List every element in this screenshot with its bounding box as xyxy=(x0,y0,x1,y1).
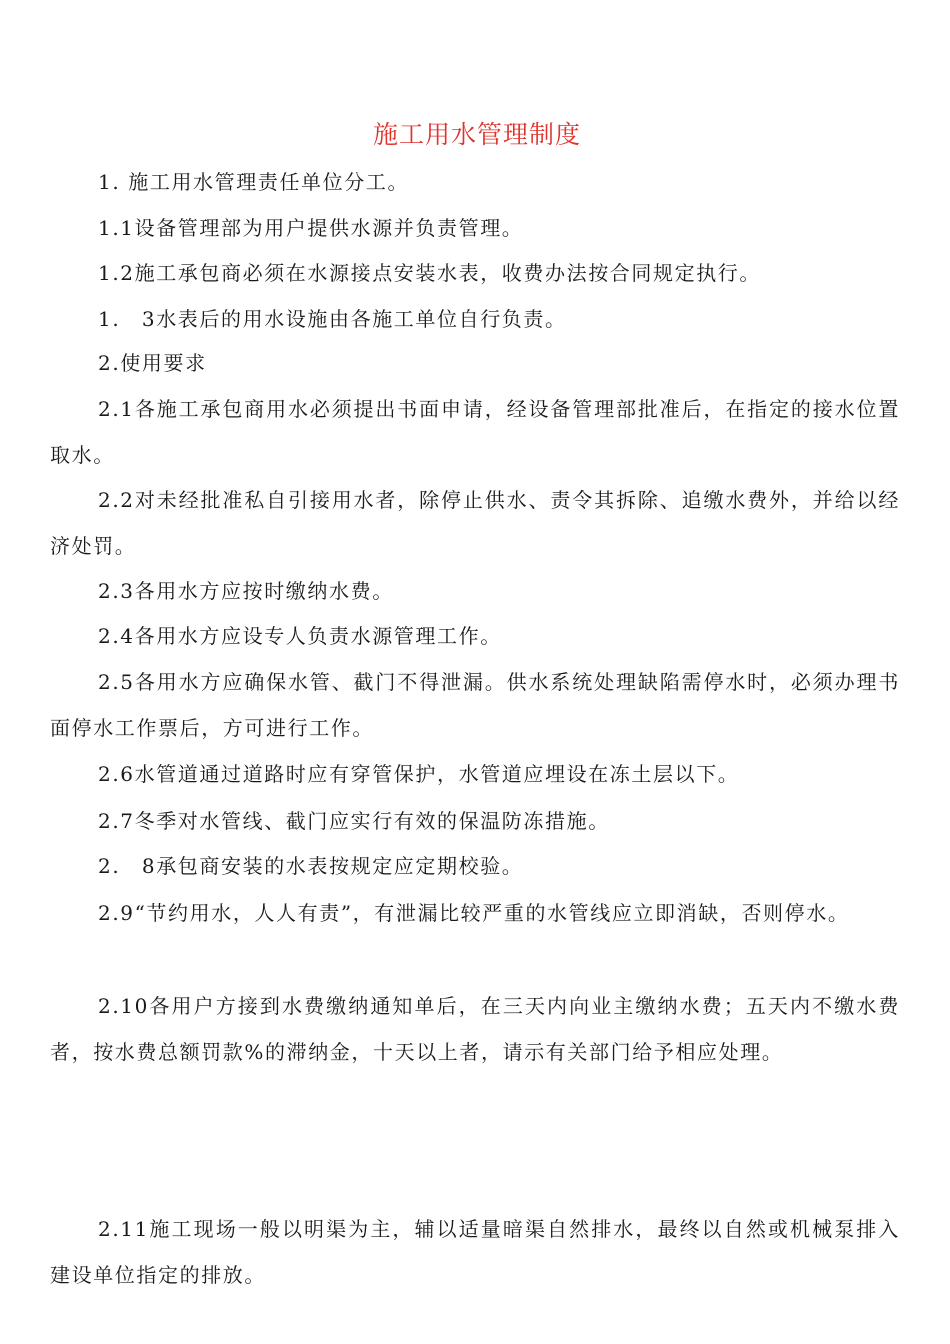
paragraph-2-2: 2.2对未经批准私自引接用水者，除停止供水、责令其拆除、追缴水费外，并给以经济处罚。 xyxy=(50,488,900,558)
paragraph-1-1: 1.1设备管理部为用户提供水源并负责管理。 xyxy=(98,216,524,240)
paragraph-2-6: 2.6水管道通过道路时应有穿管保护，水管道应埋设在冻土层以下。 xyxy=(98,762,740,786)
paragraph-2-3: 2.3各用水方应按时缴纳水费。 xyxy=(98,579,394,603)
paragraph-2-4: 2.4各用水方应设专人负责水源管理工作。 xyxy=(98,624,502,648)
paragraph-2-11: 2.11施工现场一般以明渠为主，辅以适量暗渠自然排水，最终以自然或机械泵排入建设单位指定的排放。 xyxy=(50,1217,900,1287)
paragraph-1: 1. 施工用水管理责任单位分工。 xyxy=(98,170,410,194)
paragraph-2: 2.使用要求 xyxy=(98,351,207,375)
paragraph-1-3: 1. 3水表后的用水设施由各施工单位自行负责。 xyxy=(98,307,567,331)
paragraph-2-8: 2. 8承包商安装的水表按规定应定期校验。 xyxy=(98,854,524,878)
paragraph-2-5: 2.5各用水方应确保水管、截门不得泄漏。供水系统处理缺陷需停水时，必须办理书面停水工作票后，方可进行工作。 xyxy=(50,670,900,740)
paragraph-2-9: 2.9“节约用水，人人有责”，有泄漏比较严重的水管线应立即消缺，否则停水。 xyxy=(98,901,850,925)
paragraph-1-2: 1.2施工承包商必须在水源接点安装水表，收费办法按合同规定执行。 xyxy=(98,261,762,285)
paragraph-2-1: 2.1各施工承包商用水必须提出书面申请，经设备管理部批准后，在指定的接水位置取水。 xyxy=(50,397,900,467)
paragraph-2-7: 2.7冬季对水管线、截门应实行有效的保温防冻措施。 xyxy=(98,809,610,833)
document-title: 施工用水管理制度 xyxy=(372,120,581,149)
paragraph-2-10: 2.10各用户方接到水费缴纳通知单后，在三天内向业主缴纳水费；五天内不缴水费者，按水费总额罚款%的滞纳金，十天以上者，请示有关部门给予相应处理。 xyxy=(50,994,900,1064)
